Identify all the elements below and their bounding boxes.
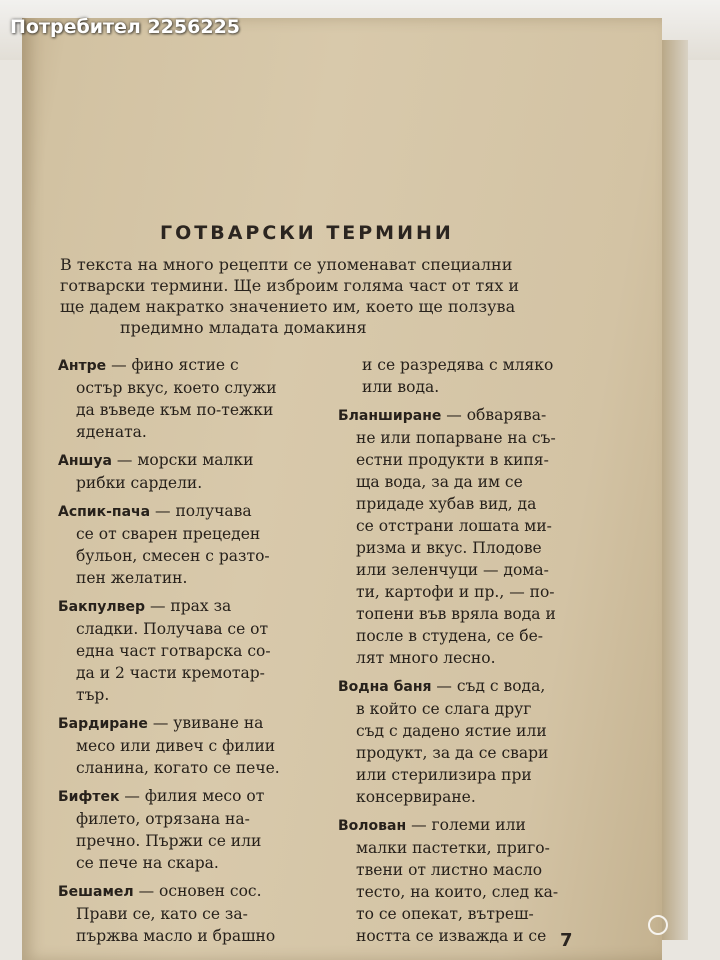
term-line: ядената. bbox=[76, 423, 147, 441]
term-entry bbox=[338, 675, 594, 808]
term-name: Бардиране bbox=[58, 716, 148, 732]
term-entry bbox=[58, 785, 298, 874]
term-line: или стерилизира при bbox=[356, 766, 532, 784]
intro-line: предимно младата домакиня bbox=[120, 318, 367, 337]
logo-icon bbox=[648, 915, 668, 935]
term-line: бульон, смесен с разто- bbox=[76, 547, 270, 565]
term-line: филето, отрязана на- bbox=[76, 810, 250, 828]
term-line: рибки сардели. bbox=[76, 474, 203, 492]
term-line: и се разредява с мляко bbox=[362, 356, 554, 374]
term-line: — морски малки bbox=[116, 451, 254, 469]
term-line: съд с дадено ястие или bbox=[356, 722, 547, 740]
term-line: — големи или bbox=[411, 816, 526, 834]
term-entry bbox=[58, 354, 298, 443]
term-line: — прах за bbox=[150, 597, 232, 615]
continued-text bbox=[338, 354, 594, 398]
page-number: 7 bbox=[560, 930, 573, 951]
term-line: — фино ястие с bbox=[111, 356, 239, 374]
term-entry bbox=[338, 814, 594, 947]
term-line: остър вкус, което служи bbox=[76, 379, 277, 397]
term-name: Аншуа bbox=[58, 453, 112, 469]
term-line: пен желатин. bbox=[76, 569, 188, 587]
term-line: Прави се, като се за- bbox=[76, 905, 248, 923]
watermark-logo bbox=[648, 914, 670, 935]
term-line: сланина, когато се пече. bbox=[76, 759, 280, 777]
term-line: естни продукти в кипя- bbox=[356, 451, 549, 469]
term-line: месо или дивеч с филии bbox=[76, 737, 276, 755]
term-entry bbox=[58, 595, 298, 706]
term-line: тесто, на които, след ка- bbox=[356, 883, 559, 901]
left-column bbox=[58, 354, 298, 953]
term-line: се пече на скара. bbox=[76, 854, 219, 872]
term-entry bbox=[58, 880, 298, 947]
term-name: Бифтек bbox=[58, 789, 120, 805]
term-line: твени от листно масло bbox=[356, 861, 543, 879]
term-name: Бакпулвер bbox=[58, 599, 146, 615]
term-line: да и 2 части кремотар- bbox=[76, 664, 265, 682]
term-line: сладки. Получава се от bbox=[76, 620, 269, 638]
term-line: — филия месо от bbox=[124, 787, 265, 805]
term-entry bbox=[338, 404, 594, 669]
term-line: — увиване на bbox=[152, 714, 264, 732]
term-line: или вода. bbox=[362, 378, 440, 396]
term-line: продукт, за да се свари bbox=[356, 744, 549, 762]
term-name: Аспик-пача bbox=[58, 504, 151, 520]
term-line: се отстрани лошата ми- bbox=[356, 517, 552, 535]
term-line: в който се слага друг bbox=[356, 700, 532, 718]
intro-line: В текста на много рецепти се упоменават специални bbox=[60, 255, 513, 274]
term-line: или зеленчуци — дома- bbox=[356, 561, 549, 579]
intro-line: ще дадем накратко значението им, което ще ползува bbox=[60, 297, 516, 316]
intro-line: готварски термини. Ще изброим голяма част от тях и bbox=[60, 276, 520, 295]
term-entry bbox=[58, 712, 298, 779]
term-line: малки пастетки, приго- bbox=[356, 839, 550, 857]
term-line: консервиране. bbox=[356, 788, 476, 806]
term-line: се от сварен прецеден bbox=[76, 525, 261, 543]
page-edge bbox=[662, 40, 688, 940]
term-line: — получава bbox=[155, 502, 252, 520]
term-line: ти, картофи и пр., — по- bbox=[356, 583, 555, 601]
page-title: ГОТВАРСКИ ТЕРМИНИ bbox=[160, 222, 454, 244]
term-line: после в студена, се бе- bbox=[356, 627, 543, 645]
term-line: придаде хубав вид, да bbox=[356, 495, 537, 513]
term-line: една част готварска со- bbox=[76, 642, 271, 660]
term-line: — съд с вода, bbox=[436, 677, 546, 695]
term-line: пържва масло и брашно bbox=[76, 927, 276, 945]
term-name: Бланширане bbox=[338, 408, 442, 424]
term-line: то се опекат, вътреш- bbox=[356, 905, 534, 923]
right-column bbox=[338, 354, 594, 953]
term-name: Волован bbox=[338, 818, 407, 834]
term-entry bbox=[58, 449, 298, 494]
intro-paragraph bbox=[60, 254, 620, 338]
term-line: ща вода, за да им се bbox=[356, 473, 523, 491]
term-line: ността се изважда и се bbox=[356, 927, 547, 945]
term-line: — основен сос. bbox=[138, 882, 262, 900]
term-line: пречно. Пържи се или bbox=[76, 832, 262, 850]
term-name: Антре bbox=[58, 358, 107, 374]
term-name: Водна баня bbox=[338, 679, 432, 695]
term-line: тър. bbox=[76, 686, 110, 704]
term-name: Бешамел bbox=[58, 884, 134, 900]
term-line: не или попарване на съ- bbox=[356, 429, 556, 447]
term-line: топени във вряла вода и bbox=[356, 605, 556, 623]
term-line: лят много лесно. bbox=[356, 649, 496, 667]
term-line: да въведе към по-тежки bbox=[76, 401, 274, 419]
term-line: ризма и вкус. Плодове bbox=[356, 539, 542, 557]
user-label: Потребител 2256225 bbox=[10, 16, 241, 38]
term-line: — обварява- bbox=[446, 406, 547, 424]
term-entry bbox=[58, 500, 298, 589]
